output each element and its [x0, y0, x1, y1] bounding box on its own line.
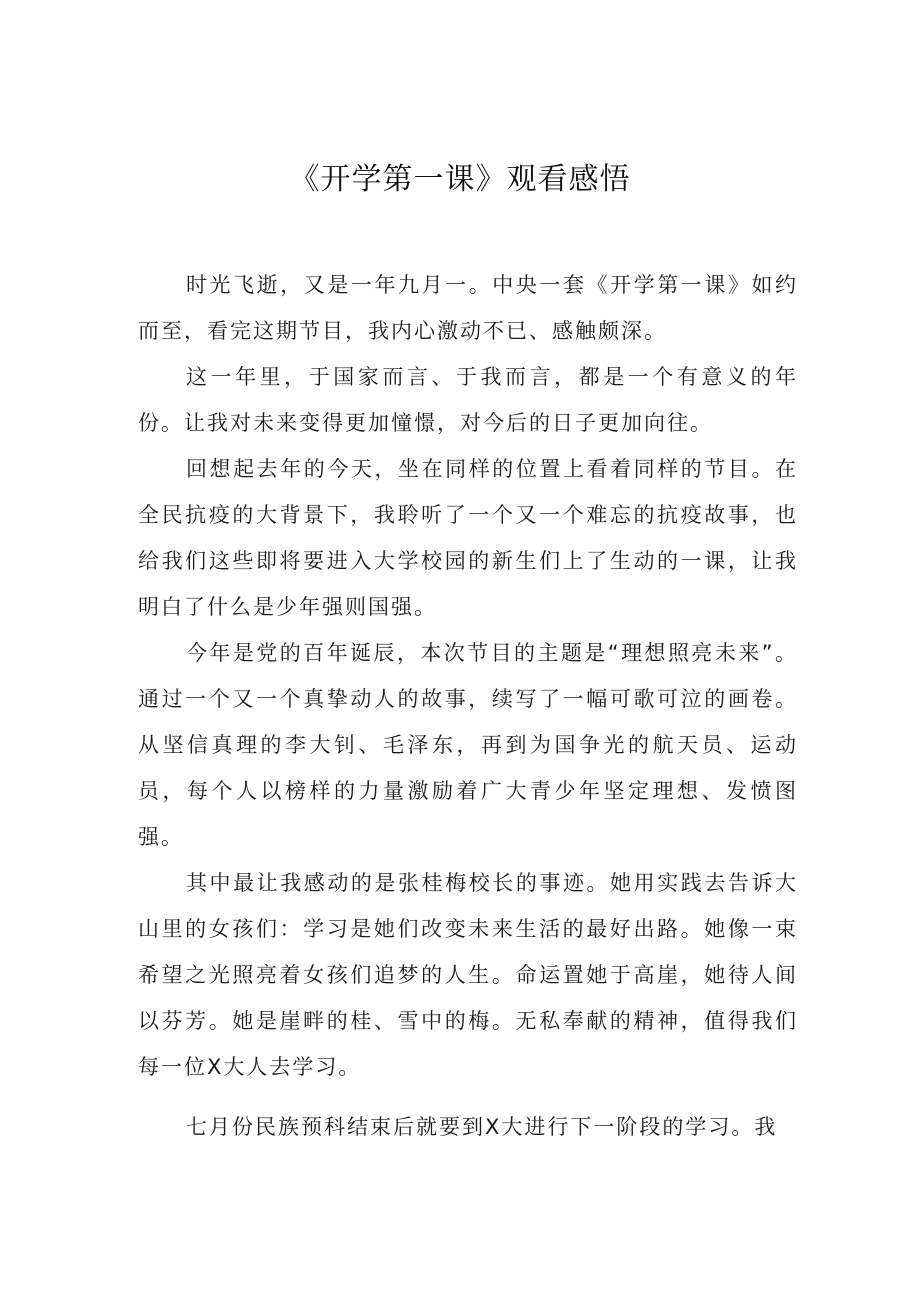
document-title: 《开学第一课》观看感悟 [289, 162, 631, 197]
document-body [138, 262, 798, 1150]
paragraph-3: 回想起去年的今天，坐在同样的位置上看着同样的节目。在全民抗疫的大背景下，我聆听了一个又一个难忘的抗疫故事，也给我们这些即将要进入大学校园的新生们上了生动的一课，让我明白了什么是少年强则国强。 [138, 457, 798, 619]
paragraph-4: 今年是党的百年诞辰，本次节目的主题是“理想照亮未来”。通过一个又一个真挚动人的故事，续写了一幅可歌可泣的画卷。从坚信真理的李大钊、毛泽东，再到为国争光的航天员、运动员，每个人以榜样的力量激励着广大青少年坚定理想、发愤图强。 [138, 641, 798, 849]
paragraph-5: 其中最让我感动的是张桂梅校长的事迹。她用实践去告诉大山里的女孩们：学习是她们改变未来生活的最好出路。她像一束希望之光照亮着女孩们追梦的人生。命运置她于高崖，她待人间以芬芳。她是崖畔的桂、雪中的梅。无私奉献的精神，值得我们每一位X大人去学习。 [138, 871, 798, 1079]
paragraph-1: 时光飞逝，又是一年九月一。中央一套《开学第一课》如约而至，看完这期节目，我内心激动不已、感触颇深。 [138, 273, 798, 343]
paragraph-6: 七月份民族预科结束后就要到X大进行下一阶段的学习。我 [186, 1115, 778, 1139]
paragraph-2: 这一年里，于国家而言、于我而言，都是一个有意义的年份。让我对未来变得更加憧憬，对今后的日子更加向往。 [138, 365, 798, 435]
